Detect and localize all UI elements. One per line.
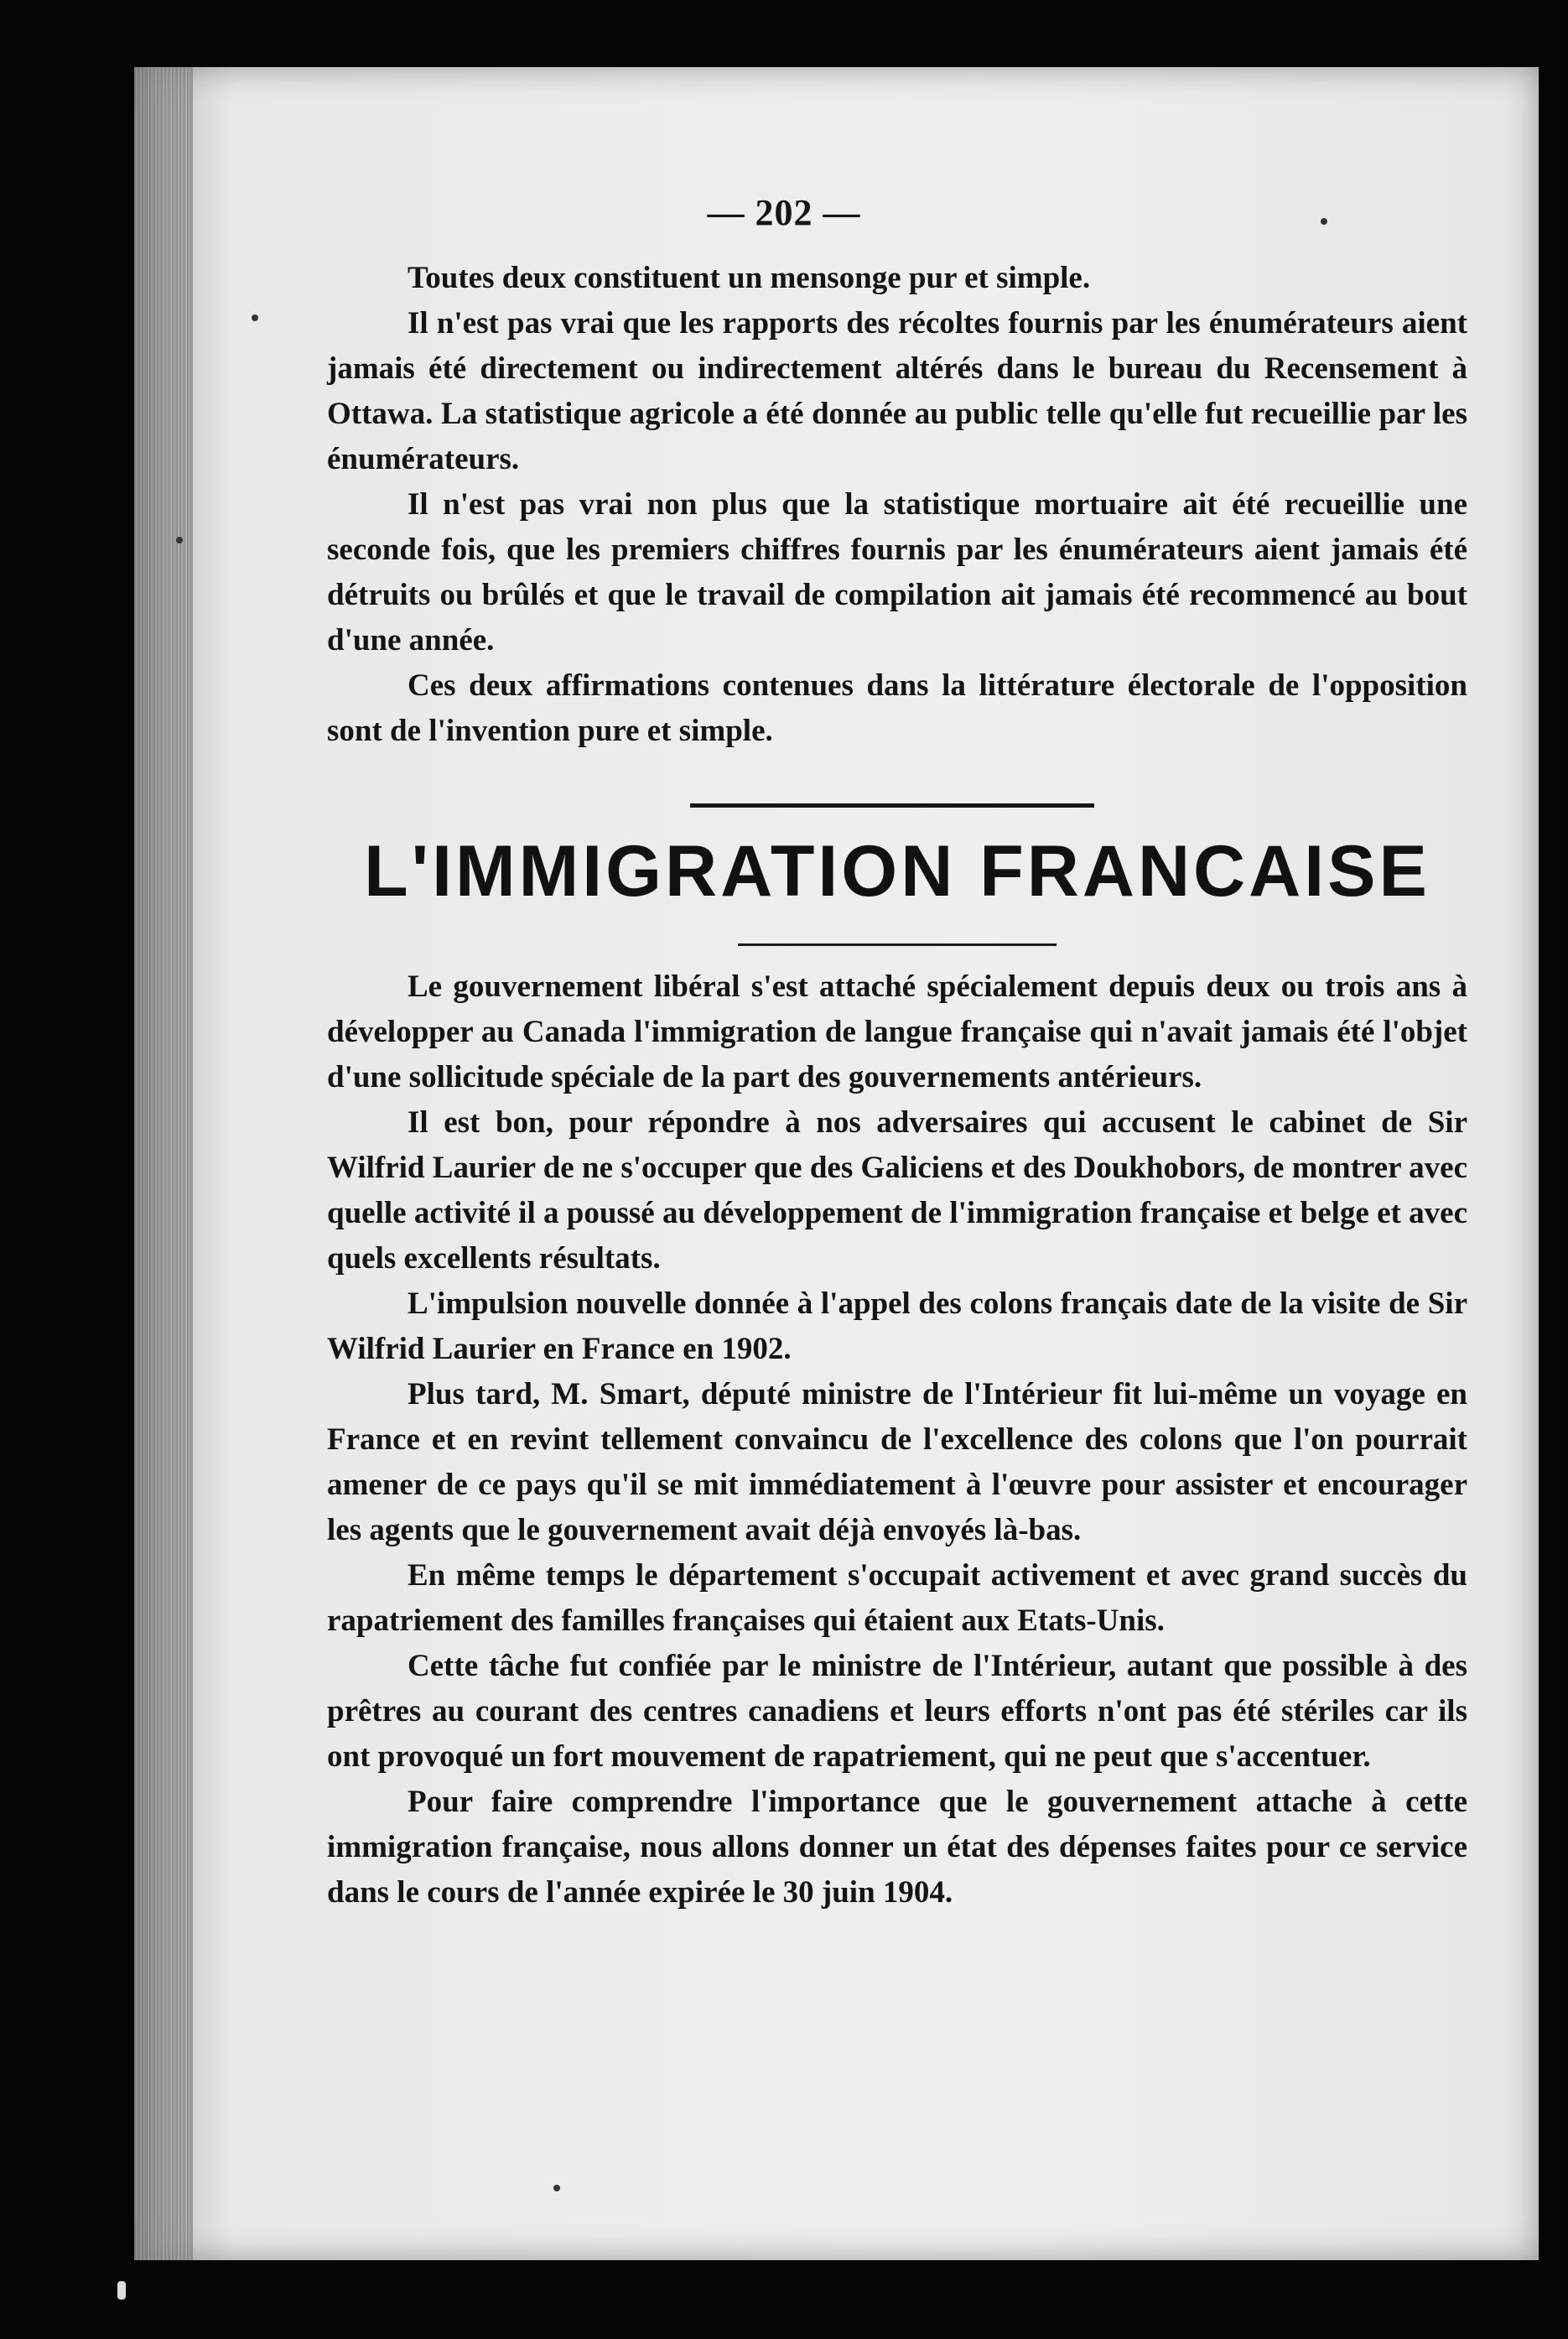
body-text-section-2 [327, 964, 1467, 1915]
scan-speck [117, 2281, 126, 2300]
paragraph: Il est bon, pour répondre à nos adversaires qui accusent le cabinet de Sir Wilfrid Laurier de ne s'occuper que des Galiciens et des Doukhobors, de montrer avec quelle activité il a poussé au développement de l'immigration française et belge et avec quels excellents résultats. [327, 1105, 1467, 1276]
paragraph: Toutes deux constituent un mensonge pur et simple. [408, 261, 1091, 295]
page-spine-shadow [134, 67, 193, 2260]
scan-speck [1321, 218, 1327, 225]
section-heading: L'IMMIGRATION FRANCAISE [364, 831, 1430, 912]
paragraph: Plus tard, M. Smart, député ministre de l'Intérieur fit lui-même un voyage en France et en revint tellement convaincu de l'excellence des colons que l'on pourrait amener de ce pays qu'il se mit immédiatement à l'œuvre pour assister et encourager les agents que le gouvernement avait déjà envoyés là-bas. [327, 1377, 1467, 1547]
separator-rule-bottom [738, 943, 1057, 946]
paragraph: En même temps le département s'occupait activement et avec grand succès du rapatriement des familles françaises qui étaient aux Etats-Unis. [327, 1558, 1467, 1638]
paragraph: Il n'est pas vrai non plus que la statistique mortuaire ait été recueillie une seconde fois, que les premiers chiffres fournis par les énumérateurs aient jamais été détruits ou brûlés et que le travail de compilation ait jamais été recommencé au bout d'une année. [327, 487, 1467, 658]
paragraph: Le gouvernement libéral s'est attaché spécialement depuis deux ou trois ans à développer au Canada l'immigration de langue française qui n'avait jamais été l'objet d'une sollicitude spéciale de la part des gouvernements antérieurs. [327, 969, 1467, 1094]
page-number: — 202 — [707, 192, 861, 233]
paragraph: L'impulsion nouvelle donnée à l'appel des colons français date de la visite de Sir Wilfrid Laurier en France en 1902. [327, 1286, 1467, 1366]
scan-speck [553, 2185, 560, 2191]
separator-rule-top [690, 803, 1094, 808]
paragraph: Pour faire comprendre l'importance que le gouvernement attache à cette immigration française, nous allons donner un état des dépenses faites pour ce service dans le cours de l'année expirée le 30 juin 1904. [327, 1785, 1467, 1910]
paragraph: Il n'est pas vrai que les rapports des récoltes fournis par les énumérateurs aient jamais été directement ou indirectement altérés dans le bureau du Recensement à Ottawa. La statistique agricole a été donnée au public telle qu'elle fut recueillie par les énumérateurs. [327, 306, 1467, 476]
scan-speck [252, 314, 258, 321]
scan-speck [176, 537, 183, 543]
paragraph: Cette tâche fut confiée par le ministre de l'Intérieur, autant que possible à des prêtres au courant des centres canadiens et leurs efforts n'ont pas été stériles car ils ont provoqué un fort mouvement de rapatriement, qui ne peut que s'accentuer. [327, 1649, 1467, 1774]
body-text-section-1 [327, 256, 1467, 754]
paragraph: Ces deux affirmations contenues dans la littérature électorale de l'opposition sont de l'invention pure et simple. [327, 668, 1467, 748]
